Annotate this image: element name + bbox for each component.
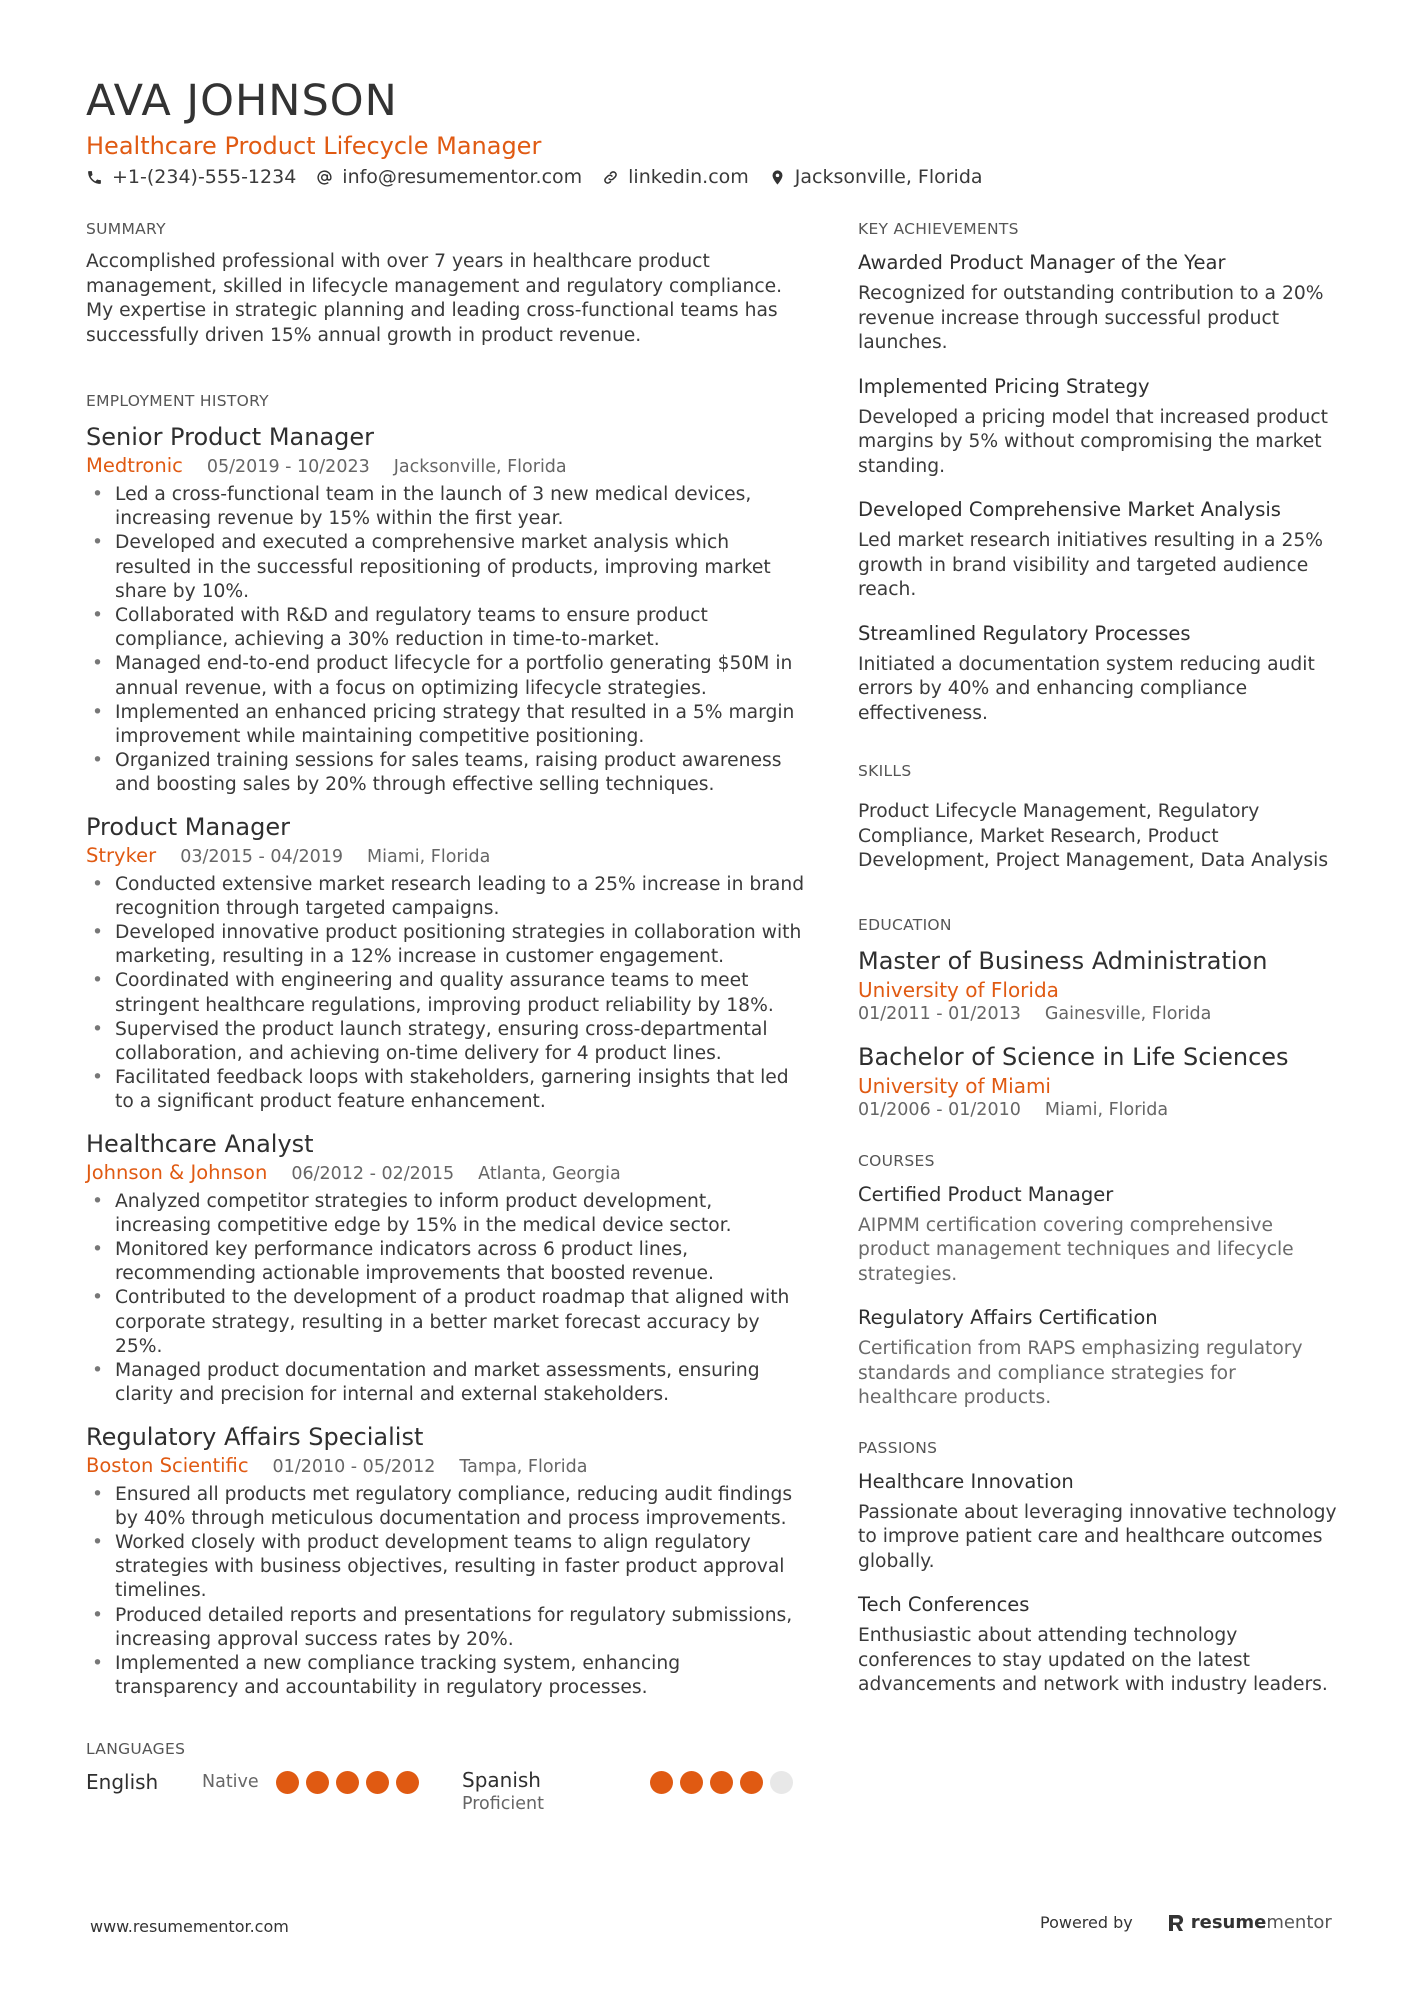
achievements-section (858, 220, 1338, 726)
job-company: Johnson & Johnson (86, 1160, 268, 1184)
job-bullets (86, 1190, 806, 1408)
job-bullet-text: Supervised the product launch strategy, ensuring cross-departmental collaboration, and achieving on-time delivery for 4 product lines. (115, 1018, 768, 1065)
candidate-headline: Healthcare Product Lifecycle Manager (86, 132, 542, 160)
job-bullet (86, 1483, 806, 1531)
job-title: Senior Product Manager (86, 423, 375, 451)
bullet-dot-icon: • (92, 1018, 104, 1040)
rating-dot-icon (306, 1771, 329, 1794)
bullet-dot-icon: • (92, 1604, 104, 1626)
education-school: University of Florida (858, 977, 1059, 1002)
education-item (858, 946, 1338, 1024)
job-bullet-text: Implemented a new compliance tracking system, enhancing transparency and accountability in regulatory processes. (115, 1652, 681, 1699)
job-bullet (86, 701, 806, 749)
job-bullet-text: Analyzed competitor strategies to inform product development, increasing competitive edge by 15% in the medical device sector. (115, 1190, 732, 1236)
job-company: Stryker (86, 843, 157, 867)
bullet-dot-icon: • (92, 1531, 104, 1553)
course-text: AIPMM certification covering comprehensive product management techniques and lifecycle strategies. (858, 1214, 1294, 1285)
section-title-achievements: KEY ACHIEVEMENTS (858, 220, 1019, 238)
job-bullet (86, 483, 806, 531)
section-title-education: EDUCATION (858, 915, 952, 934)
achievement-title: Implemented Pricing Strategy (858, 374, 1150, 398)
bullet-dot-icon: • (92, 750, 104, 772)
summary-text: Accomplished professional with over 7 years in healthcare product management, skilled in lifecycle management and regulatory compliance. My expertise in strategic planning and leading cross-functional teams has successfully driven 15% annual growth in product revenue. (86, 251, 783, 346)
job-dates: 05/2019 - 10/2023 (206, 457, 370, 477)
rating-dot-icon (336, 1771, 359, 1794)
language-name: English (86, 1770, 159, 1795)
job-bullets (86, 1483, 806, 1701)
section-title-courses: COURSES (858, 1151, 935, 1170)
contact-phone[interactable] (86, 166, 296, 188)
at-icon (316, 169, 333, 186)
job-bullet-text: Facilitated feedback loops with stakeholders, garnering insights that led to a significant product feature enhancement. (115, 1067, 789, 1113)
powered-by-label: Powered by (1040, 1913, 1133, 1932)
section-title-passions: PASSIONS (858, 1438, 938, 1457)
job-bullet-text: Monitored key performance indicators across 6 product lines, recommending actionable improvements that boosted revenue. (115, 1239, 714, 1285)
language-level: Native (202, 1772, 259, 1793)
rating-dot-icon (396, 1771, 419, 1794)
course-title: Certified Product Manager (858, 1182, 1114, 1206)
job-bullet-text: Coordinated with engineering and quality assurance teams to meet stringent healthcare regulations, improving product reliability by 18%. (115, 970, 774, 1016)
passion-list (858, 1469, 1338, 1698)
achievement-text: Led market research initiatives resulting in a 25% growth in brand visibility and targeted audience reach. (858, 530, 1323, 600)
job-entry (86, 1129, 806, 1408)
language-name: Spanish (462, 1768, 541, 1793)
job-meta (86, 454, 806, 477)
job-bullet-text: Conducted extensive market research leading to a 25% increase in brand recognition through targeted campaigns. (115, 873, 805, 919)
job-dates: 01/2010 - 05/2012 (272, 1456, 436, 1477)
rating-dot-icon (650, 1771, 673, 1794)
job-meta (86, 844, 806, 867)
job-bullet-text: Managed product documentation and market assessments, ensuring clarity and precision for internal and external stakeholders. (115, 1360, 760, 1406)
skills-section (858, 762, 1338, 874)
passion-text: Passionate about leveraging innovative technology to improve patient care and healthcare outcomes globally. (858, 1501, 1337, 1572)
job-location: Tampa, Florida (459, 1456, 588, 1477)
job-bullet (86, 1066, 806, 1114)
language-item-spanish (462, 1770, 802, 1830)
location-text: Jacksonville, Florida (794, 166, 983, 188)
contact-email[interactable] (316, 166, 582, 188)
resumementor-logo-icon (1167, 1913, 1185, 1933)
job-bullet (86, 1190, 806, 1238)
rating-dot-icon (740, 1771, 763, 1794)
phone-icon (86, 169, 103, 186)
bullet-dot-icon: • (92, 1190, 104, 1212)
education-section (858, 916, 1338, 1120)
language-level: Proficient (462, 1794, 544, 1815)
job-bullet-text: Collaborated with R&D and regulatory teams to ensure product compliance, achieving a 30% reduction in time-to-market. (115, 605, 708, 651)
job-bullet-text: Led a cross-functional team in the launch of 3 new medical devices, increasing revenue by 15% within the first year. (115, 484, 752, 530)
achievement-item (858, 250, 1338, 356)
bullet-dot-icon: • (92, 1239, 104, 1261)
language-rating (276, 1771, 419, 1794)
bullet-dot-icon: • (92, 1287, 104, 1309)
achievement-item (858, 621, 1338, 727)
contact-linkedin[interactable] (602, 166, 749, 188)
bullet-dot-icon: • (92, 922, 104, 944)
job-meta (86, 1454, 806, 1477)
bullet-dot-icon: • (92, 873, 104, 895)
section-title-summary: SUMMARY (86, 220, 166, 238)
right-column (858, 220, 1338, 1716)
job-bullet (86, 1238, 806, 1286)
course-item (858, 1305, 1338, 1411)
footer-branding (1040, 1912, 1332, 1933)
job-dates: 03/2015 - 04/2019 (180, 846, 344, 867)
education-item (858, 1042, 1338, 1120)
bullet-dot-icon: • (92, 605, 104, 627)
job-title: Regulatory Affairs Specialist (86, 1422, 424, 1451)
job-bullet-text: Worked closely with product development teams to align regulatory strategies with business objectives, resulting in faster product approval timelines. (115, 1531, 785, 1602)
achievement-item (858, 374, 1338, 480)
job-bullet-text: Developed and executed a comprehensive market analysis which resulted in the successful repositioning of products, improving market share by 10%. (115, 532, 771, 602)
link-icon (602, 169, 619, 186)
job-bullet-text: Implemented an enhanced pricing strategy that resulted in a 5% margin improvement while maintaining competitive positioning. (115, 701, 795, 748)
summary-section (86, 220, 806, 348)
education-degree: Master of Business Administration (858, 946, 1268, 975)
bullet-dot-icon: • (92, 1067, 104, 1089)
education-location: Miami, Florida (1044, 1099, 1169, 1120)
course-item (858, 1182, 1338, 1288)
job-location: Miami, Florida (367, 846, 491, 867)
job-meta (86, 1161, 806, 1184)
job-bullet (86, 873, 806, 921)
job-company: Boston Scientific (86, 1453, 249, 1477)
employment-section (86, 392, 806, 1700)
phone-text: +1-(234)-555-1234 (112, 166, 297, 188)
skills-text: Product Lifecycle Management, Regulatory Compliance, Market Research, Product Development, Project Management, Data Analysis (858, 801, 1329, 871)
course-text: Certification from RAPS emphasizing regulatory standards and compliance strategies for healthcare products. (858, 1338, 1303, 1408)
education-meta (858, 1100, 1338, 1120)
job-bullet (86, 604, 806, 652)
achievement-text: Initiated a documentation system reducing audit errors by 40% and enhancing compliance effectiveness. (858, 653, 1315, 724)
job-bullet-text: Produced detailed reports and presentations for regulatory submissions, increasing approval success rates by 20%. (115, 1604, 793, 1650)
education-list (858, 946, 1338, 1120)
job-bullet (86, 652, 806, 700)
candidate-name: AVA JOHNSON (86, 76, 398, 126)
brand-logo[interactable] (1167, 1912, 1332, 1933)
contact-bar (86, 166, 983, 188)
job-dates: 06/2012 - 02/2015 (291, 1163, 455, 1184)
job-bullet (86, 1604, 806, 1652)
job-location: Atlanta, Georgia (478, 1163, 621, 1184)
course-title: Regulatory Affairs Certification (858, 1306, 1158, 1329)
course-list (858, 1182, 1338, 1411)
job-bullets (86, 873, 806, 1115)
job-bullet-text: Managed end-to-end product lifecycle for a portfolio generating $50M in annual revenue, with a focus on optimizing lifecycle strategies. (115, 653, 793, 699)
courses-section (858, 1152, 1338, 1411)
achievement-title: Streamlined Regulatory Processes (858, 621, 1191, 645)
language-row (86, 1770, 806, 1830)
job-bullet (86, 1531, 806, 1604)
language-rating (650, 1771, 793, 1794)
passion-title: Healthcare Innovation (858, 1469, 1074, 1493)
job-company: Medtronic (86, 454, 183, 477)
location-pin-icon (769, 169, 786, 186)
rating-dot-icon (770, 1771, 793, 1794)
job-bullet (86, 921, 806, 969)
job-bullet-text: Ensured all products met regulatory compliance, reducing audit findings by 40% through meticulous documentation and process improvements. (115, 1483, 793, 1529)
education-location: Gainesville, Florida (1044, 1003, 1212, 1024)
achievement-text: Recognized for outstanding contribution to a 20% revenue increase through successful product launches. (858, 283, 1324, 353)
bullet-dot-icon: • (92, 970, 104, 992)
bullet-dot-icon: • (92, 484, 104, 505)
achievement-item (858, 497, 1338, 603)
job-bullet (86, 969, 806, 1017)
job-list (86, 422, 806, 1700)
bullet-dot-icon: • (92, 1360, 104, 1382)
rating-dot-icon (366, 1771, 389, 1794)
bullet-dot-icon: • (92, 701, 104, 723)
job-bullet (86, 749, 806, 797)
left-column (86, 220, 806, 1830)
education-dates: 01/2006 - 01/2010 (858, 1099, 1021, 1120)
passion-item (858, 1469, 1338, 1575)
contact-location (769, 166, 983, 188)
passion-title: Tech Conferences (858, 1593, 1030, 1616)
bullet-dot-icon: • (92, 532, 104, 554)
section-title-skills: SKILLS (858, 762, 912, 780)
job-location: Jacksonville, Florida (393, 457, 567, 477)
education-dates: 01/2011 - 01/2013 (858, 1003, 1021, 1024)
bullet-dot-icon: • (92, 653, 104, 675)
job-title: Healthcare Analyst (86, 1129, 314, 1158)
education-school: University of Miami (858, 1073, 1051, 1098)
rating-dot-icon (710, 1771, 733, 1794)
languages-section (86, 1740, 806, 1830)
passion-item (858, 1592, 1338, 1698)
job-bullet-text: Contributed to the development of a product roadmap that aligned with corporate strategy, resulting in a better market forecast accuracy by 25%. (115, 1287, 790, 1357)
bullet-dot-icon: • (92, 1483, 104, 1505)
job-bullet (86, 531, 806, 604)
job-entry (86, 1422, 806, 1701)
rating-dot-icon (276, 1771, 299, 1794)
rating-dot-icon (680, 1771, 703, 1794)
achievement-title: Awarded Product Manager of the Year (858, 251, 1226, 274)
brand-rest: mentor (1266, 1912, 1332, 1933)
job-entry (86, 812, 806, 1115)
achievement-title: Developed Comprehensive Market Analysis (858, 498, 1281, 521)
brand-bold: resume (1190, 1912, 1267, 1933)
education-meta (858, 1004, 1338, 1024)
job-bullet (86, 1652, 806, 1700)
section-title-languages: LANGUAGES (86, 1740, 186, 1759)
passions-section (858, 1439, 1338, 1698)
language-item-english (86, 1770, 462, 1830)
education-degree: Bachelor of Science in Life Sciences (858, 1042, 1289, 1071)
job-bullet (86, 1018, 806, 1066)
bullet-dot-icon: • (92, 1652, 104, 1674)
job-bullet-text: Organized training sessions for sales teams, raising product awareness and boosting sales by 20% through effective selling techniques. (115, 750, 782, 796)
passion-text: Enthusiastic about attending technology conferences to stay updated on the latest advancements and network with industry leaders. (858, 1625, 1328, 1695)
achievement-list (858, 250, 1338, 726)
job-bullet (86, 1286, 806, 1359)
job-title: Product Manager (86, 812, 290, 841)
section-title-employment: EMPLOYMENT HISTORY (86, 392, 269, 410)
job-entry (86, 422, 806, 798)
footer-website[interactable]: www.resumementor.com (90, 1917, 289, 1936)
email-text: info@resumementor.com (342, 166, 583, 188)
job-bullet (86, 1359, 806, 1407)
job-bullets (86, 483, 806, 798)
job-bullet-text: Developed innovative product positioning strategies in collaboration with marketing, resulting in a 12% increase in customer engagement. (115, 922, 802, 968)
achievement-text: Developed a pricing model that increased product margins by 5% without compromising the market standing. (858, 406, 1328, 477)
linkedin-text: linkedin.com (628, 166, 749, 188)
